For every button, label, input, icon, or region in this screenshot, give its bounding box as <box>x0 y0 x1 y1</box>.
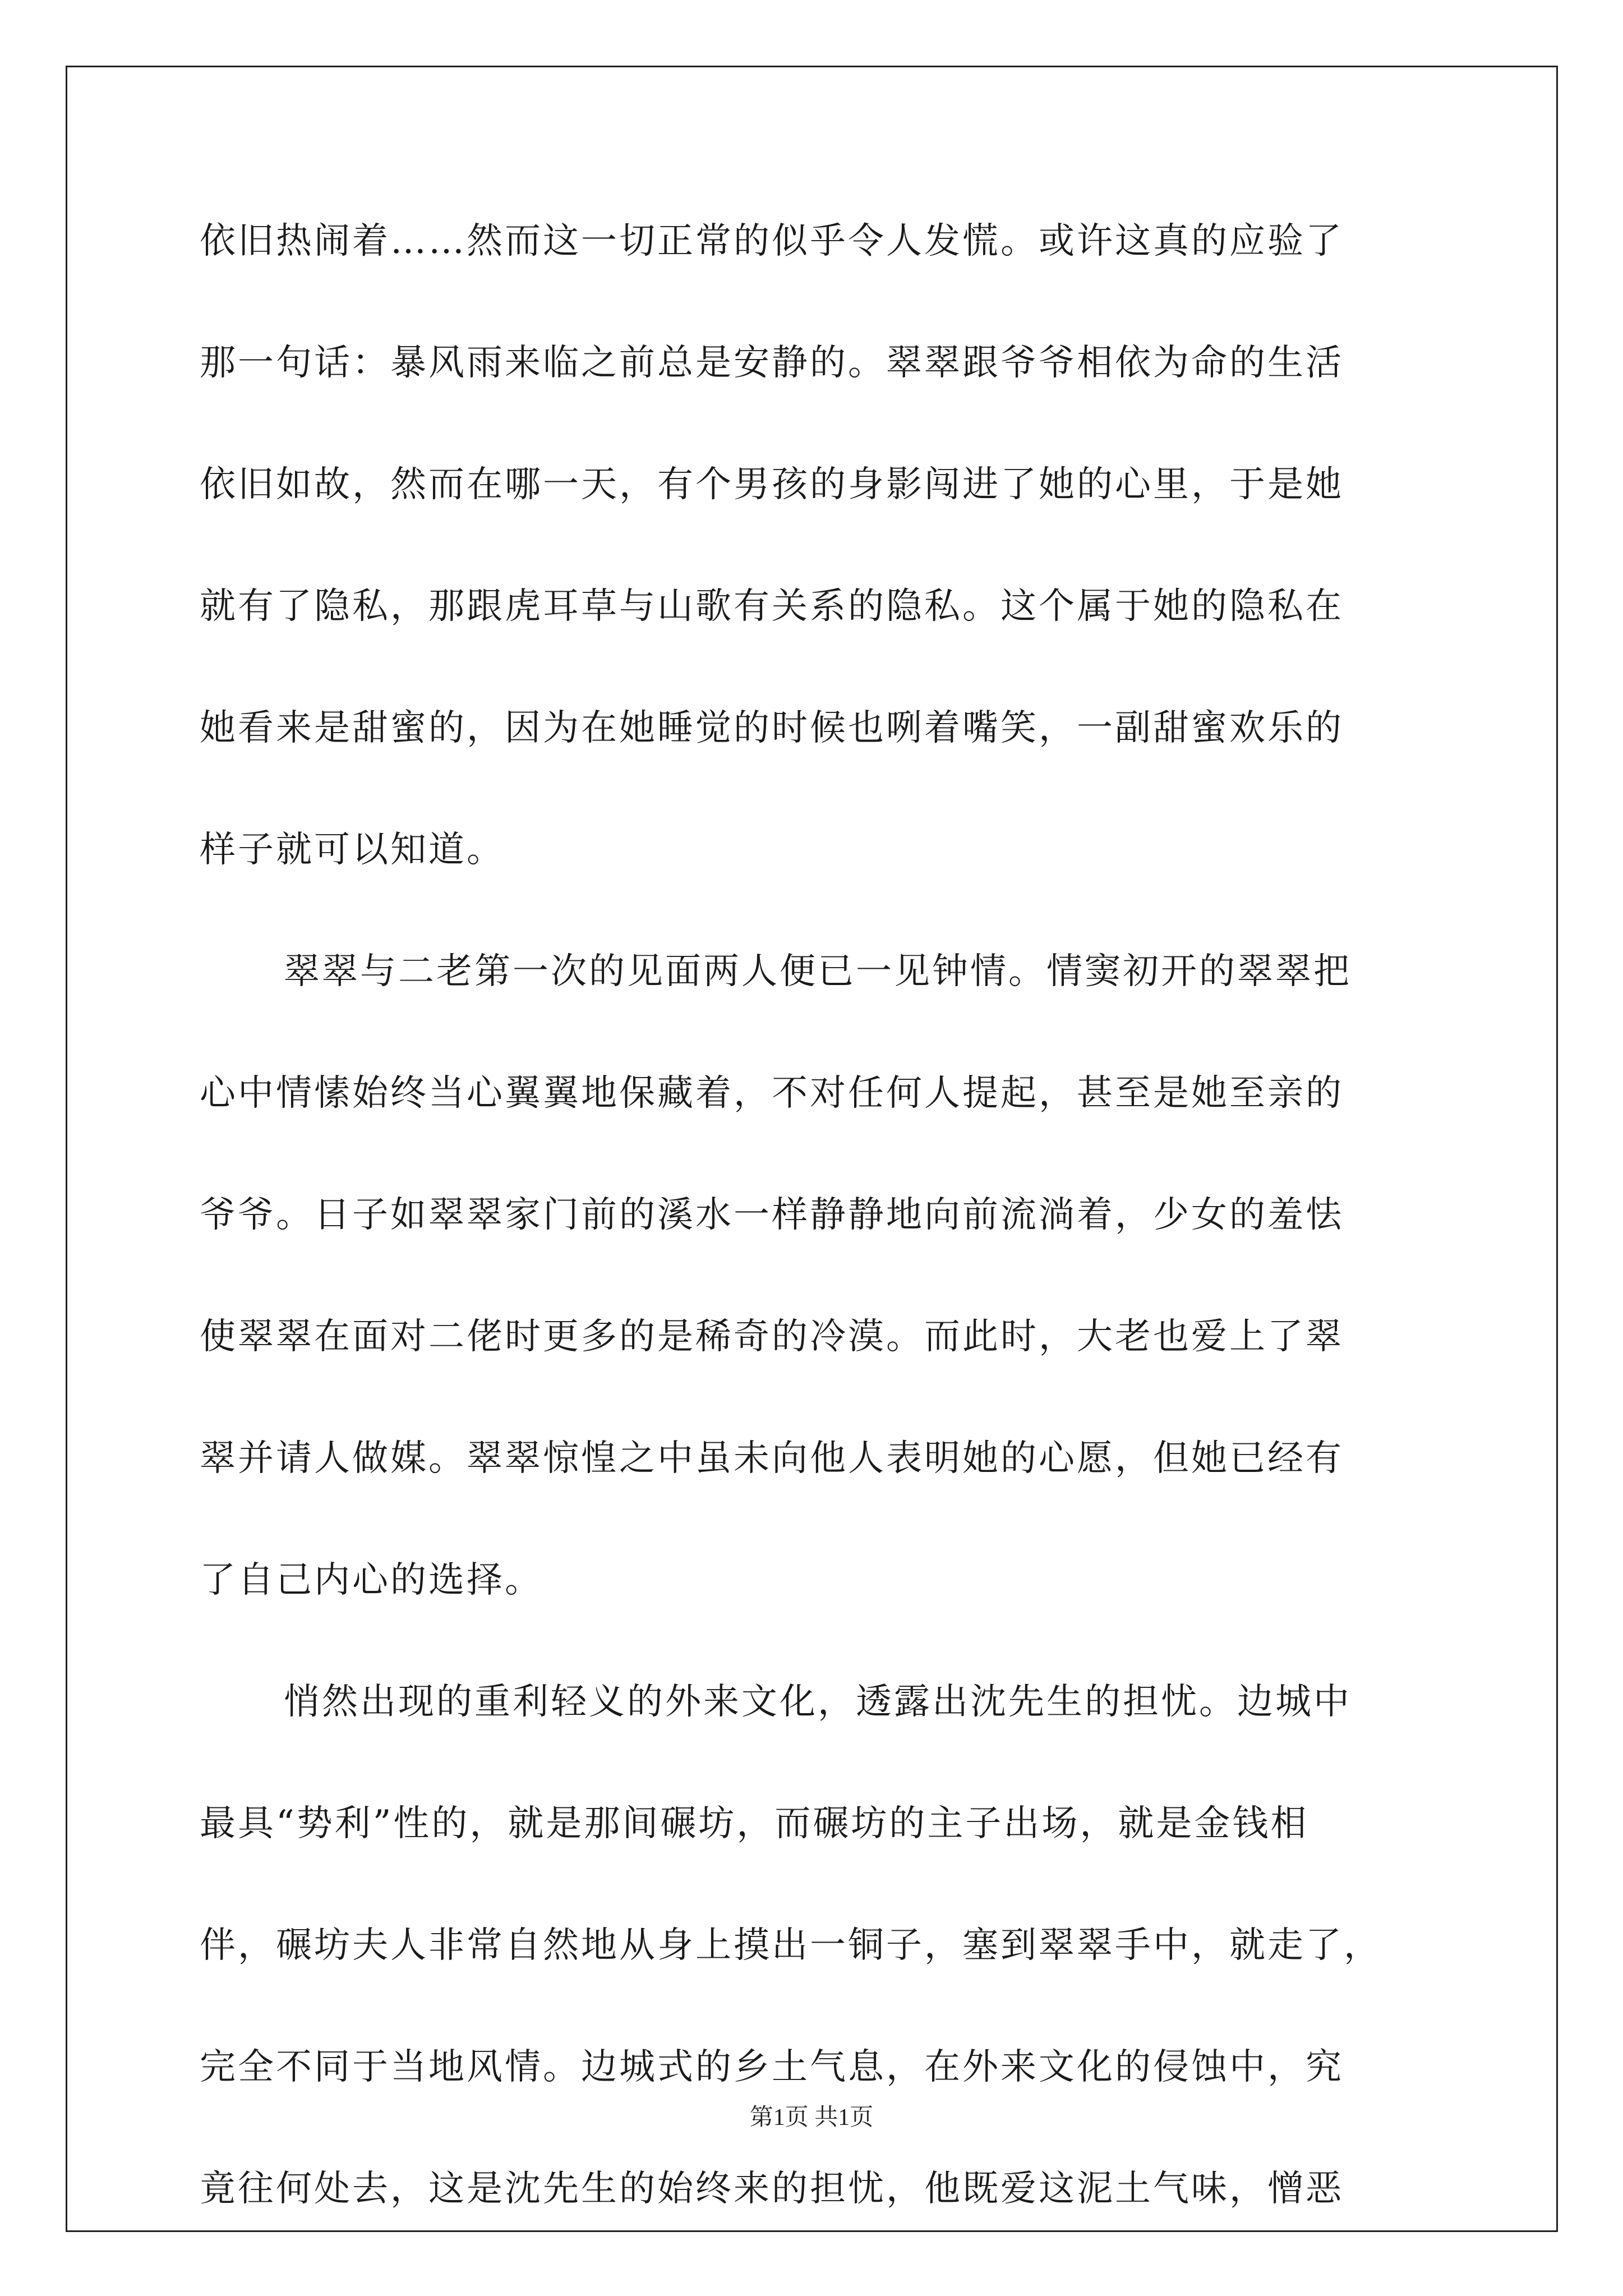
text-line: 完全不同于当地风情。边城式的乡土气息，在外来文化的侵蚀中，究 <box>200 2046 1344 2088</box>
text-line: 最具“势利”性的，就是那间碾坊，而碾坊的主子出场，就是金钱相 <box>200 1803 1309 1844</box>
text-line: 样子就可以知道。 <box>200 829 505 871</box>
text-line: 使翠翠在面对二佬时更多的是稀奇的冷漠。而此时，大老也爱上了翠 <box>200 1316 1344 1358</box>
text-line: 依旧如故，然而在哪一天，有个男孩的身影闯进了她的心里，于是她 <box>200 464 1344 505</box>
text-line: 依旧热闹着……然而这一切正常的似乎令人发慌。或许这真的应验了 <box>200 220 1344 262</box>
text-line: 心中情愫始终当心翼翼地保藏着，不对任何人提起，甚至是她至亲的 <box>200 1073 1344 1114</box>
document-body <box>200 202 1433 2271</box>
text-line: 她看来是甜蜜的，因为在她睡觉的时候也咧着嘴笑，一副甜蜜欢乐的 <box>200 707 1344 749</box>
page-number-footer: 第1页 共1页 <box>749 2105 874 2131</box>
paragraph-first-line: 悄然出现的重利轻义的外来文化，透露出沈先生的担忧。边城中 <box>284 1681 1352 1723</box>
text-line: 就有了隐私，那跟虎耳草与山歌有关系的隐私。这个属于她的隐私在 <box>200 586 1344 627</box>
text-line: 了自己内心的选择。 <box>200 1559 543 1601</box>
text-line: 那一句话：暴风雨来临之前总是安静的。翠翠跟爷爷相依为命的生活 <box>200 342 1344 384</box>
text-line: 伴，碾坊夫人非常自然地从身上摸出一铜子，塞到翠翠手中，就走了， <box>200 1925 1382 1966</box>
paragraph-first-line: 翠翠与二老第一次的见面两人便已一见钟情。情窦初开的翠翠把 <box>284 951 1352 992</box>
text-line: 爷爷。日子如翠翠家门前的溪水一样静静地向前流淌着，少女的羞怯 <box>200 1194 1344 1236</box>
text-line: 竟往何处去，这是沈先生的始终来的担忧，他既爱这泥土气味，憎恶 <box>200 2168 1344 2210</box>
text-line: 翠并请人做媒。翠翠惊惶之中虽未向他人表明她的心愿，但她已经有 <box>200 1438 1344 1479</box>
